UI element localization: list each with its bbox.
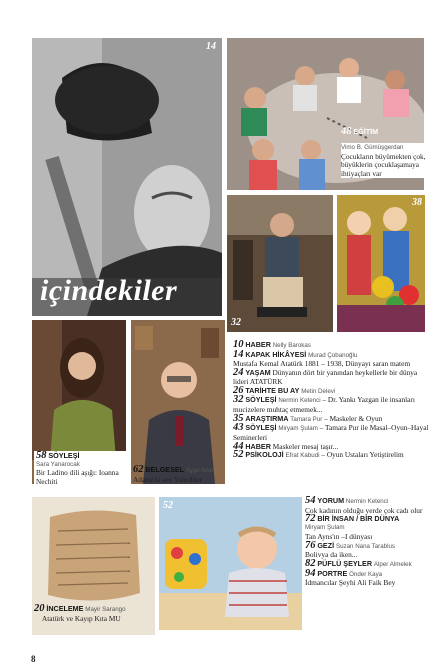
toc-item-num: 32 <box>233 394 244 406</box>
toc-item-num: 54 <box>305 495 316 506</box>
page-ref-52: 52 <box>163 500 173 511</box>
toc-item-section: BİR İNSAN / BİR DÜNYA <box>317 514 400 524</box>
caption-soylesi-58-section: SÖYLEŞİ <box>48 451 80 460</box>
toc-item-section: TARİHTE BU AY <box>245 385 300 395</box>
toc-item-num: 43 <box>233 422 244 434</box>
toc-item-section: HABER <box>245 340 271 349</box>
caption-inceleme-section: İNCELEME <box>46 604 84 613</box>
caption-belgesel-num: 62 <box>133 464 144 475</box>
caption-egitim-author: Vimo B. Gümüşgerdan <box>341 144 404 151</box>
toc-item-num: 44 <box>233 440 244 452</box>
toc-item-author: Nermin Ketenci <box>278 397 321 405</box>
photo-old-man <box>131 320 225 484</box>
toc-item-section: YORUM <box>317 496 345 505</box>
old-man-illustration <box>131 320 225 484</box>
page-title: içindekiler <box>40 274 178 307</box>
toc-list-lower <box>305 497 429 588</box>
caption-egitim <box>341 128 426 137</box>
page-ref-32: 32 <box>231 317 241 328</box>
toc-item <box>233 348 429 369</box>
baby-illustration <box>159 497 302 630</box>
toc-item-num: 82 <box>305 557 316 569</box>
toc-item <box>305 567 429 588</box>
toc-item-section: GEZİ <box>317 540 335 550</box>
clowns-illustration <box>337 195 425 332</box>
caption-soylesi-58-desc: Bir Ladino dili aşığı: Ioanna Nechiti <box>36 468 119 486</box>
toc-item-section: SÖYLEŞİ <box>245 395 277 405</box>
toc-item-num: 76 <box>305 539 316 551</box>
toc-item <box>233 424 429 442</box>
photo-man-chair <box>227 195 333 332</box>
caption-belgesel-author: Ayşe Acar <box>185 467 214 474</box>
toc-item <box>233 451 429 461</box>
caption-egitim-body <box>341 143 427 178</box>
toc-item <box>233 369 429 386</box>
toc-item-num: 26 <box>233 384 244 396</box>
toc-item-author: Metin Delevi <box>301 387 336 395</box>
toc-item-section: PSİKOLOJİ <box>245 450 284 460</box>
toc-item-author: Efrat Kabudi <box>285 452 320 460</box>
caption-soylesi-58-num: 58 <box>36 450 47 461</box>
toc-item-author: Nelly Barokas <box>272 342 311 349</box>
toc-item <box>233 396 429 414</box>
toc-list <box>233 341 429 461</box>
toc-item-num: 94 <box>305 567 316 579</box>
toc-item-desc: – Oyun Ustaları Yetiştirelim <box>319 450 404 460</box>
page-ref-14: 14 <box>206 41 216 52</box>
toc-item-num: 24 <box>233 367 244 379</box>
toc-item-section: SÖYLEŞİ <box>245 423 277 433</box>
toc-item-section: KAPAK HİKÂYESİ <box>245 349 307 359</box>
toc-item-section: HABER <box>245 441 271 451</box>
toc-item-author: Nermin Ketenci <box>345 498 389 505</box>
toc-item-section: YAŞAM <box>245 368 271 378</box>
man-illustration <box>227 195 333 332</box>
toc-item-author: Suzan Nana Tarablus <box>335 542 395 550</box>
caption-egitim-num: 48 <box>341 126 352 137</box>
toc-item-author: Tamara Pur <box>290 415 323 423</box>
toc-item-section: PORTRE <box>317 568 348 578</box>
toc-item-num: 72 <box>305 513 316 525</box>
toc-item-num: 52 <box>233 449 244 461</box>
toc-item-desc: Bolivya da iken... <box>305 550 358 560</box>
toc-item-desc: Tan Ayns'ın –I dünyası <box>305 531 373 541</box>
toc-item-desc: Maskeler mesaj taşır... <box>272 441 339 451</box>
toc-item-section: ARAŞTIRMA <box>245 413 289 423</box>
caption-soylesi-58 <box>34 451 133 487</box>
caption-inceleme-num: 20 <box>34 603 45 614</box>
toc-item-author: Miryam Şulam <box>305 524 345 532</box>
caption-belgesel-desc: Adana'da son Yahudiler <box>133 474 203 484</box>
photo-ataturk <box>32 38 222 316</box>
caption-belgesel <box>133 466 227 484</box>
toc-item-desc: Mustafa Kemal Atatürk 1881 – 1938, Dünyayı saran matem <box>233 359 411 369</box>
caption-belgesel-section: BELGESEL <box>145 465 185 474</box>
toc-item <box>305 539 429 560</box>
toc-item-author: Önder Kaya <box>349 570 383 578</box>
toc-item-num: 35 <box>233 412 244 424</box>
caption-soylesi-58-author: Sara Yanarocak <box>36 460 80 468</box>
toc-item-num: 14 <box>233 348 244 360</box>
photo-clowns <box>337 195 425 332</box>
page-ref-38: 38 <box>412 197 422 208</box>
toc-item <box>305 497 429 515</box>
toc-item-author: Murad Çobanoğlu <box>308 351 358 359</box>
toc-item-desc: Dünyanın dört bir yanından heykellerle bir dünya lideri ATATÜRK <box>233 368 418 386</box>
toc-item <box>305 515 429 541</box>
toc-item-desc: – Maskeler & Oyun <box>322 413 383 423</box>
caption-inceleme <box>34 605 158 623</box>
caption-egitim-section: EĞİTİM <box>353 127 379 136</box>
toc-item-num: 10 <box>233 339 244 350</box>
photo-baby <box>159 497 302 630</box>
caption-egitim-desc: Çocukların büyümekten çok, büyüklerin çocuklaşamaya ihtiyaçları var <box>341 151 426 178</box>
toc-item-author: Miryam Şulam <box>278 425 318 433</box>
caption-inceleme-desc: Atatürk ve Kayıp Kıta MU <box>42 613 121 623</box>
toc-item-desc: İdmancılar Şeyhi Ali Faik Bey <box>305 578 396 588</box>
toc-item-author: Alper Almelek <box>373 560 412 568</box>
toc-item-section: PÜFLÜ ŞEYLER <box>317 558 373 568</box>
toc-item-desc: – Tamara Pur ile Masal–Oyun–Hayal Seminerleri <box>233 423 429 443</box>
page-number: 8 <box>31 654 36 664</box>
toc-item-desc: Çok kadının olduğu yerde çok cadı olur <box>305 505 423 515</box>
caption-inceleme-author: Mayir Sarango <box>85 606 126 613</box>
toc-item-desc: – Dr. Yankı Yazgan ile insanları mucizelere muhtaç etmemek... <box>233 395 415 414</box>
